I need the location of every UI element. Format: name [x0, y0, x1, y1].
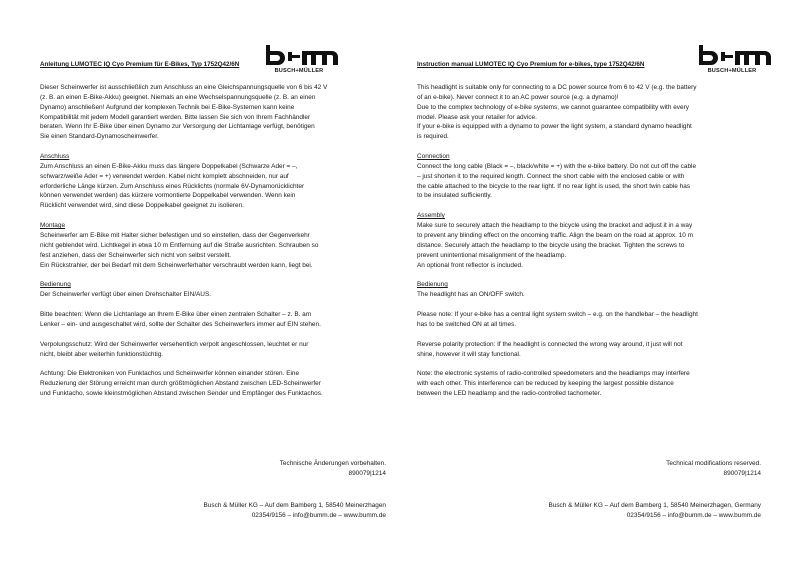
section-heading: Anschluss	[40, 153, 70, 161]
section-heading: Bedienung	[40, 281, 71, 289]
footer-notice: Technical modifications reserved. 890079|1214	[666, 460, 761, 477]
instructions-body	[417, 83, 763, 399]
footer-notice: Technische Änderungen vorbehalten. 890079|1214	[279, 460, 386, 477]
bm-logo-icon	[258, 42, 340, 70]
warning-paragraph: Note: the electronic systems of radio-controlled speedometers and the headlamps may interfere with each other. This interference can be reduced by keeping the largest possible distance between the LED headlamp and the radio-controlled tachometer.	[417, 370, 690, 398]
warning-paragraph: Achtung: Die Elektroniken von Funktachos und Scheinwerfer können einander stören. Eine Reduzierung der Störung erreicht man durch größtmöglichen Abstand zwischen LED-Scheinwerfer und Funktacho, sowie kleinstmöglichen Abstand zwischen Sender und Empfänger des Funktachos.	[40, 370, 323, 398]
assembly-section: Montage Scheinwerfer am E-Bike mit Halter sicher befestigen und so einstellen, dass der Gegenverkehr nicht geblendet wird. Lichtkegel in etwa 10 m Entfernung auf die Straße ausrichten. Schrauben so fest anziehen, dass der Scheinwerfer sich nicht von selbst verstellt. Ein Rückstrahler, der bei Bedarf mit dem Scheinwerferhalter verschraubt werden kann, liegt bei.	[40, 222, 319, 269]
section-heading: Assembly	[417, 212, 445, 220]
assembly-section: Assembly Make sure to securely attach the headlamp to the bicycle using the bracket and adjust it in a way to prevent any blinding effect on the oncoming traffic. Align the beam on the road at approx. 10 m distance. Securely attach the headlamp to the bicycle using the bracket. Tighten the screws to prevent unintentional misalignment of the headlamp. An optional front reflector is included.	[417, 212, 694, 269]
intro-paragraph: This headlight is suitable only for connecting to a DC power source from 6 to 42 V (e.g. the battery of an e-bike). Never connect it to an AC power source (e.g. a dynamo)! Due to the complex technology of e-bike systems, we cannot guarantee compatibility with every model. Please ask your retailer for advice. If your e-bike is equipped with a dynamo to power the light system, a standard dynamo headlight is required.	[417, 84, 697, 141]
logo-wordmark: BUSCH+MÜLLER	[707, 68, 757, 74]
page-title: Instruction manual LUMOTEC IQ Cyo Premium for e-bikes, type 1752Q42/6N	[417, 61, 645, 68]
operation-section: Bedienung The headlight has an ON/OFF switch.	[417, 281, 525, 299]
section-heading: Connection	[417, 153, 450, 161]
bm-logo-icon	[691, 42, 773, 70]
operation-section: Bedienung Der Scheinwerfer verfügt über einen Drehschalter EIN/AUS.	[40, 281, 212, 299]
connection-section: Connection Connect the long cable (Black = –, black/white = +) with the e-bike battery. Do not cut off the cable – just shorten it to the required length. Connect the short cable with the enclosed cable or with the cable attached to the bicycle to the rear light. If no rear light is used, the short twin cable has to be insulated sufficiently.	[417, 153, 697, 200]
busch-mueller-logo	[258, 42, 378, 78]
intro-paragraph: Dieser Scheinwerfer ist ausschließlich zum Anschluss an eine Gleichspannungsquelle von 6 bis 42 V (z. B. an einen E-Bike-Akku) geeignet. Niemals an eine Wechselspannungsquelle (z. B. an einen Dynamo) anschließen! Aufgrund der komplexen Technik bei E-Bike-Systemen kann keine Kompatibilität mit jedem Modell garantiert werden. Bitte lassen Sie sich von Ihrem Fachhändler beraten. Wenn Ihr E-Bike über einen Dynamo zur Versorgung der Lichtanlage verfügt, benötigen Sie einen Standard-Dynamoscheinwerfer.	[40, 84, 328, 141]
page-title: Anleitung LUMOTEC IQ Cyo Premium für E-Bikes, Typ 1752Q42/6N	[40, 61, 240, 68]
note-paragraph: Bitte beachten: Wenn die Lichtanlage an Ihrem E-Bike über einen zentralen Schalter – z. B. am Lenker – ein- und ausgeschaltet wird, sollte der Schalter des Scheinwerfers immer auf EIN stehen.	[40, 311, 321, 328]
english-page	[401, 0, 802, 567]
note-paragraph: Please note: If your e-bike has a central light system switch – e.g. on the handlebar – the headlight has to be switched ON at all times.	[417, 311, 698, 328]
polarity-paragraph: Reverse polarity protection: If the headlight is connected the wrong way around, it just will not shine, however it will stay functional.	[417, 340, 683, 358]
connection-section: Anschluss Zum Anschluss an einen E-Bike-Akku muss das längere Doppelkabel (Schwarze Ader = –, schwarz/weiße Ader = +) verwendet werden. Kabel nicht komplett abschneiden, nur auf erforderliche Länge kürzen. Zum Anschluss eines Rücklichts (normale 6V-Dynamorücklichter können verwendet werden) das kürzere vormontierte Doppelkabel verwenden. Wenn kein Rücklicht verwendet wird, sind diese Doppelkabel geeignet zu isolieren.	[40, 153, 305, 210]
section-heading: Montage	[40, 222, 66, 230]
section-heading: Bedienung	[417, 281, 448, 289]
instructions-body	[40, 83, 386, 399]
busch-mueller-logo	[691, 42, 802, 78]
footer-address: Busch & Müller KG – Auf dem Bamberg 1, 58540 Meinerzhagen 02354/9156 – info@bumm.de – www.bumm.de	[203, 502, 386, 519]
logo-wordmark: BUSCH+MÜLLER	[274, 68, 324, 74]
polarity-paragraph: Verpolungsschutz: Wird der Scheinwerfer versehentlich verpolt angeschlossen, leuchtet er nur nicht, bleibt aber weiterhin funktionstüchtig.	[40, 340, 309, 358]
footer-address: Busch & Müller KG – Auf dem Bamberg 1, 58540 Meinerzhagen, Germany 02354/9156 – info@bumm.de – www.bumm.de	[548, 502, 761, 519]
